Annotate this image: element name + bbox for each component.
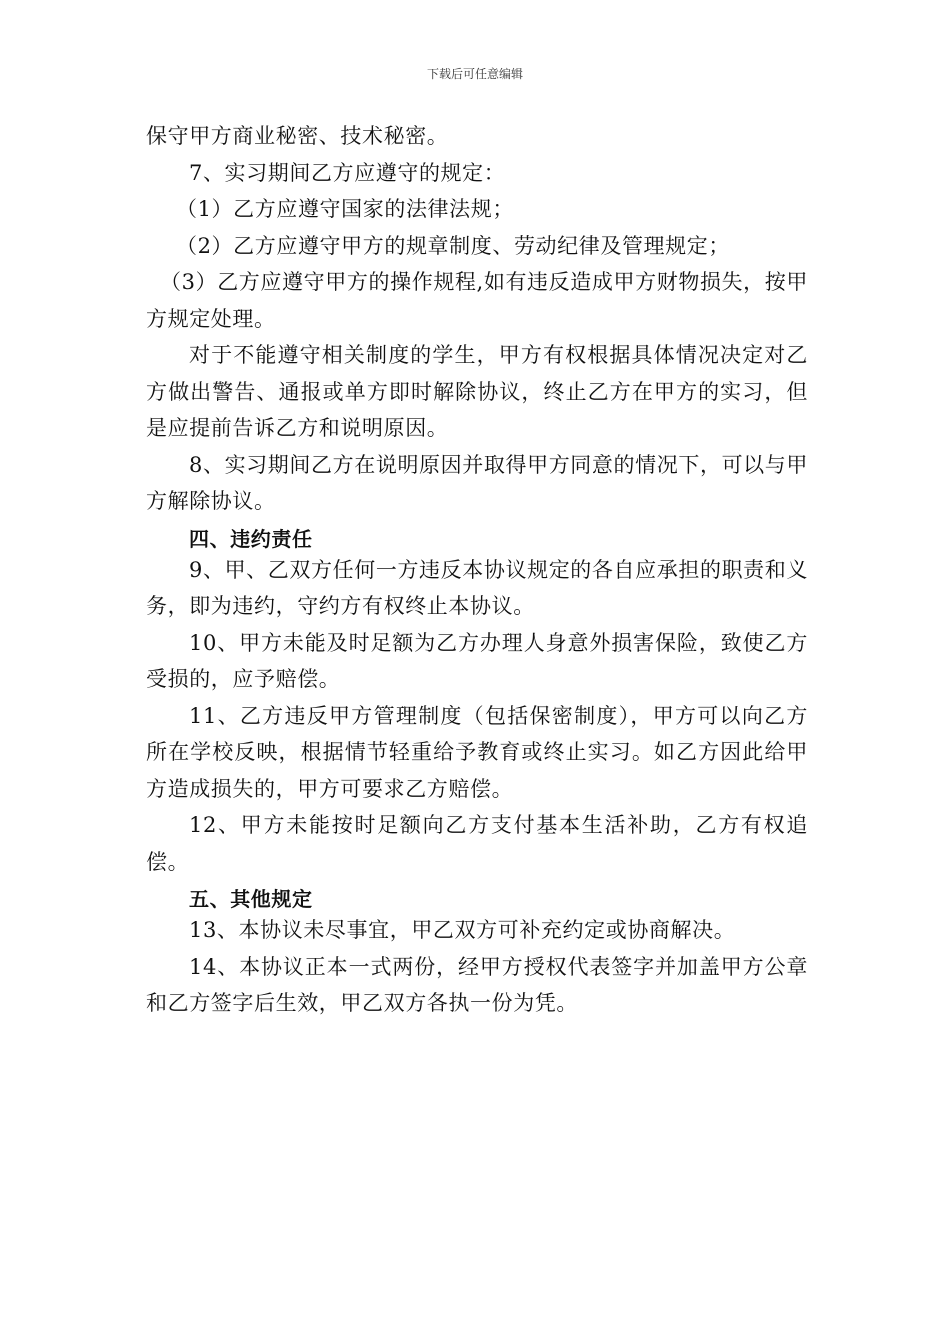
paragraph-rule-3: （3）乙方应遵守甲方的操作规程,如有违反造成甲方财物损失，按甲方规定处理。 — [146, 270, 808, 331]
document-body — [146, 118, 808, 1022]
paragraph-confidentiality: 保守甲方商业秘密、技术秘密。 — [146, 124, 449, 148]
paragraph-rule-2: （2）乙方应遵守甲方的规章制度、劳动纪律及管理规定； — [176, 233, 730, 258]
paragraph-clause-10: 10、甲方未能及时足额为乙方办理人身意外损害保险，致使乙方受损的，应予赔偿。 — [146, 630, 808, 691]
paragraph-clause-11: 11、乙方违反甲方管理制度（包括保密制度），甲方可以向乙方所在学校反映，根据情节轻重给予教育或终止实习。如乙方因此给甲方造成损失的，甲方可要求乙方赔偿。 — [146, 703, 808, 801]
paragraph-clause-7: 7、实习期间乙方应遵守的规定： — [189, 160, 506, 185]
page-header: 下载后可任意编辑 — [426, 67, 523, 81]
paragraph-violation-handling: 对于不能遵守相关制度的学生，甲方有权根据具体情况决定对乙方做出警告、通报或单方即时解除协议，终止乙方在甲方的实习，但是应提前告诉乙方和说明原因。 — [146, 343, 808, 440]
section-heading-breach: 四、违约责任 — [189, 526, 313, 551]
paragraph-clause-14: 14、本协议正本一式两份，经甲方授权代表签字并加盖甲方公章和乙方签字后生效，甲乙双方各执一份为凭。 — [146, 954, 808, 1015]
paragraph-rule-1: （1）乙方应遵守国家的法律法规； — [176, 197, 514, 221]
paragraph-clause-13: 13、本协议未尽事宜，甲乙双方可补充约定或协商解决。 — [189, 918, 736, 942]
paragraph-clause-8: 8、实习期间乙方在说明原因并取得甲方同意的情况下，可以与甲方解除协议。 — [146, 452, 808, 513]
paragraph-clause-9: 9、甲、乙双方任何一方违反本协议规定的各自应承担的职责和义务，即为违约，守约方有权终止本协议。 — [146, 557, 808, 618]
paragraph-clause-12: 12、甲方未能按时足额向乙方支付基本生活补助，乙方有权追偿。 — [146, 813, 808, 874]
section-heading-other: 五、其他规定 — [189, 887, 313, 911]
